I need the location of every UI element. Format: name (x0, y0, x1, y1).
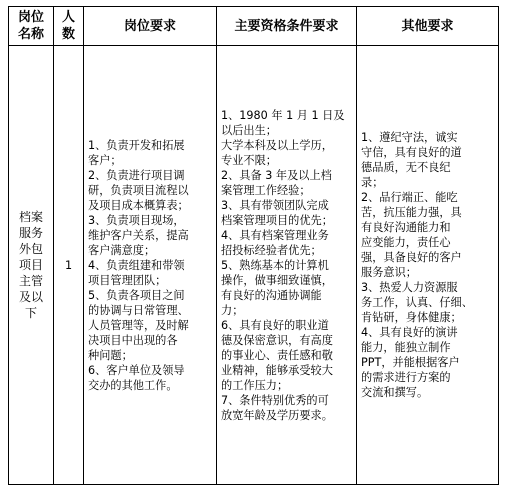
table-row (9, 46, 499, 485)
recruitment-table (8, 6, 499, 485)
header-post-requirements: 岗位要求 (84, 7, 217, 46)
header-qualifications: 主要资格条件要求 (217, 7, 357, 46)
cell-qualifications: 1、1980 年 1 月 1 日及 以后出生； 大学本科及以上学历， 专业不限； 2、具备 3 年及以上档 案管理工作经验； 3、具有带领团队完成 档案管理项目的优先； 4、具有档案管理业务 招投标经验者优先； 5、熟练基本的计算机 操作，做事细致谨慎， 有良好的沟通协调能 力； 6、具有良好的职业道 德及保密意识，有高度 的事业心、责任感和敬 业精神，能够承受较大 的工作压力； 7、条件特别优秀的可 放宽年龄及学历要求。 (217, 46, 357, 485)
header-count: 人 数 (54, 7, 84, 46)
cell-count: 1 (54, 46, 84, 485)
cell-post-requirements: 1、负责开发和拓展 客户； 2、负责进行项目调 研，负责项目流程以 及项目成本概算表； 3、负责项目现场， 维护客户关系，提高 客户满意度； 4、负责组建和带领 项目管理团队； 5、负责各项目之间 的协调与日常管理、 人员管理等，及时解 决项目中出现的各 种问题； 6、客户单位及领导 交办的其他工作。 (84, 46, 217, 485)
header-other: 其他要求 (357, 7, 499, 46)
cell-post-name: 档案 服务 外包 项目 主管 及以 下 (9, 46, 54, 485)
cell-other: 1、遵纪守法，诚实 守信，具有良好的道 德品质，无不良纪 录； 2、品行端正、能吃 苦，抗压能力强，具 有良好沟通能力和 应变能力，责任心 强，具备良好的客户 服务意识； 3、热爱人力资源服 务工作，认真、仔细、 肯钻研，身体健康； 4、具有良好的演讲 能力，能独立制作 PPT，并能根据客户 的需求进行方案的 交流和撰写。 (357, 46, 499, 485)
header-post-name: 岗位 名称 (9, 7, 54, 46)
table-header-row (9, 7, 499, 46)
